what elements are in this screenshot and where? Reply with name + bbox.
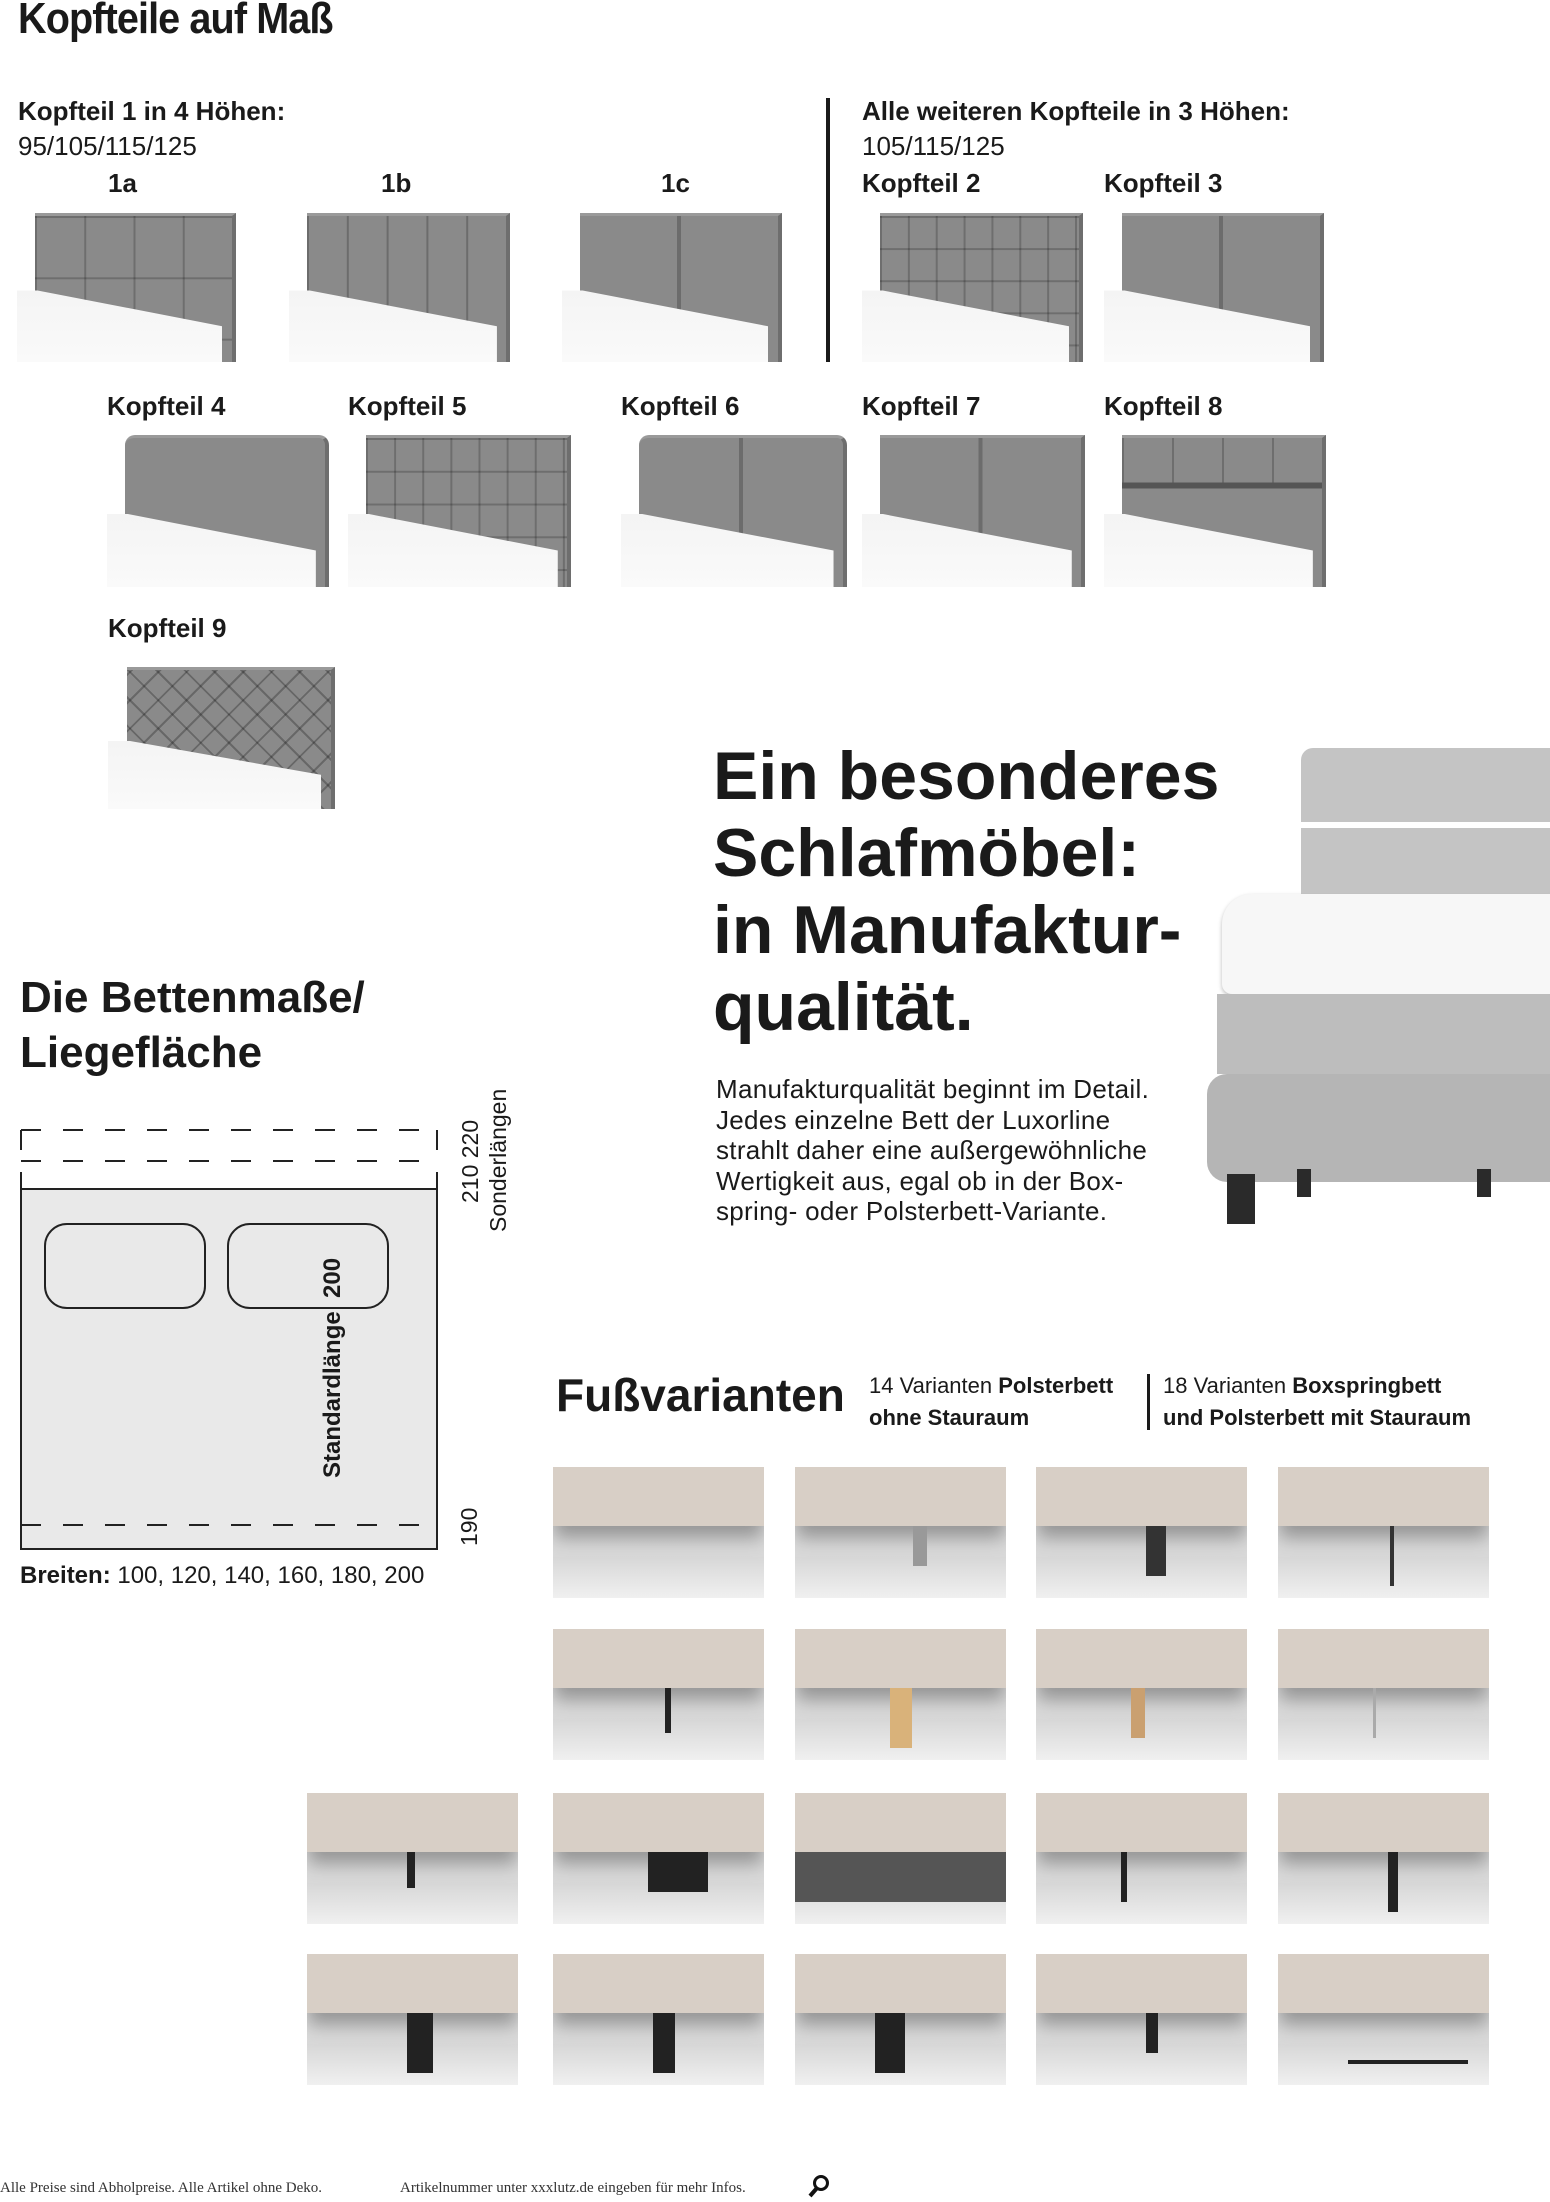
foot-variant-image — [1036, 1793, 1247, 1924]
foot-variant-image — [1278, 1954, 1489, 2085]
headboard-image-kopfteil-5 — [348, 435, 576, 587]
headboard-image-1b — [289, 213, 515, 362]
foot-variant-image — [1278, 1467, 1489, 1598]
special-lengths-label: Sonderlängen — [485, 1088, 511, 1232]
foot-variant-image — [307, 1793, 518, 1924]
headboard-image-kopfteil-7 — [862, 435, 1090, 587]
label-kopfteil-9: Kopfteil 9 — [108, 613, 227, 643]
headboard-image-kopfteil-4 — [107, 435, 334, 587]
kopfteil1-heading: Kopfteil 1 in 4 Höhen: — [18, 96, 286, 126]
betten-title: Die Bettenmaße/ Liegefläche — [20, 973, 365, 1077]
foot-variant-image — [1036, 1629, 1247, 1760]
boxspring-bed-image — [1207, 744, 1550, 1228]
foot-variant-image — [553, 1629, 764, 1760]
label-kopfteil-2: Kopfteil 2 — [862, 168, 981, 198]
foot-variant-image — [553, 1467, 764, 1598]
fuss-polsterbett-info: 14 Varianten Polsterbett ohne Stauraum — [869, 1373, 1114, 1430]
headboard-image-kopfteil-6 — [621, 435, 852, 587]
headboard-image-kopfteil-2 — [862, 213, 1087, 362]
label-kopfteil-5: Kopfteil 5 — [348, 391, 467, 421]
headboard-image-kopfteil-8 — [1104, 435, 1331, 587]
label-kopfteil-4: Kopfteil 4 — [107, 391, 226, 421]
widths: Breiten: 100, 120, 140, 160, 180, 200 — [20, 1562, 425, 1589]
label-1c: 1c — [661, 168, 690, 198]
foot-variant-image — [795, 1793, 1006, 1924]
headboard-image-kopfteil-9 — [108, 667, 340, 809]
foot-variant-image — [1036, 1467, 1247, 1598]
label-1a: 1a — [108, 168, 137, 198]
weitere-heading: Alle weiteren Kopfteile in 3 Höhen: — [862, 96, 1290, 126]
headline: Ein besonderes Schlafmöbel: in Manufaktur- qualität. — [713, 738, 1220, 1045]
footer-disclaimer: Alle Preise sind Abholpreise. Alle Artikel ohne Deko. — [0, 2180, 323, 2196]
fuss-boxspring-info: 18 Varianten Boxspringbett und Polsterbett mit Stauraum — [1163, 1373, 1472, 1430]
special-lengths-values: 210 220 — [457, 1119, 483, 1203]
headboard-image-1c — [562, 213, 786, 362]
fuss-divider — [1147, 1374, 1150, 1430]
weitere-heights: 105/115/125 — [862, 131, 1005, 161]
label-kopfteil-3: Kopfteil 3 — [1104, 168, 1223, 198]
page-title: Kopfteile auf Maß — [18, 0, 333, 43]
label-1b: 1b — [381, 168, 412, 198]
foot-variant-image — [795, 1629, 1006, 1760]
kopfteil1-heights: 95/105/115/125 — [18, 131, 197, 161]
label-kopfteil-7: Kopfteil 7 — [862, 391, 981, 421]
headboard-image-1a — [17, 213, 240, 362]
search-icon — [808, 2174, 830, 2198]
standard-length-label: Standardlänge 200 — [319, 1257, 346, 1478]
foot-variant-image — [795, 1954, 1006, 2085]
foot-variant-image — [1278, 1793, 1489, 1924]
footer-info: Artikelnummer unter xxxlutz.de eingeben für mehr Infos. — [400, 2180, 746, 2196]
description-paragraph: Manufakturqualität beginnt im Detail. Jedes einzelne Bett der Luxorline strahlt daher eine außergewöhnliche Wertigkeit aus, egal ob in der Box- spring- oder Polsterbett-Variante. — [716, 1074, 1150, 1226]
headboard-image-kopfteil-3 — [1104, 213, 1328, 362]
foot-variant-image — [553, 1793, 764, 1924]
fuss-title: Fußvarianten — [556, 1369, 845, 1421]
foot-variant-image — [553, 1954, 764, 2085]
bed-dimensions-diagram — [15, 1120, 445, 1560]
foot-variant-image — [307, 1954, 518, 2085]
label-kopfteil-8: Kopfteil 8 — [1104, 391, 1223, 421]
foot-variant-image — [795, 1467, 1006, 1598]
foot-variant-image — [1278, 1629, 1489, 1760]
foot-variant-image — [1036, 1954, 1247, 2085]
short-length-label: 190 — [456, 1507, 482, 1546]
label-kopfteil-6: Kopfteil 6 — [621, 391, 740, 421]
divider — [826, 98, 830, 362]
